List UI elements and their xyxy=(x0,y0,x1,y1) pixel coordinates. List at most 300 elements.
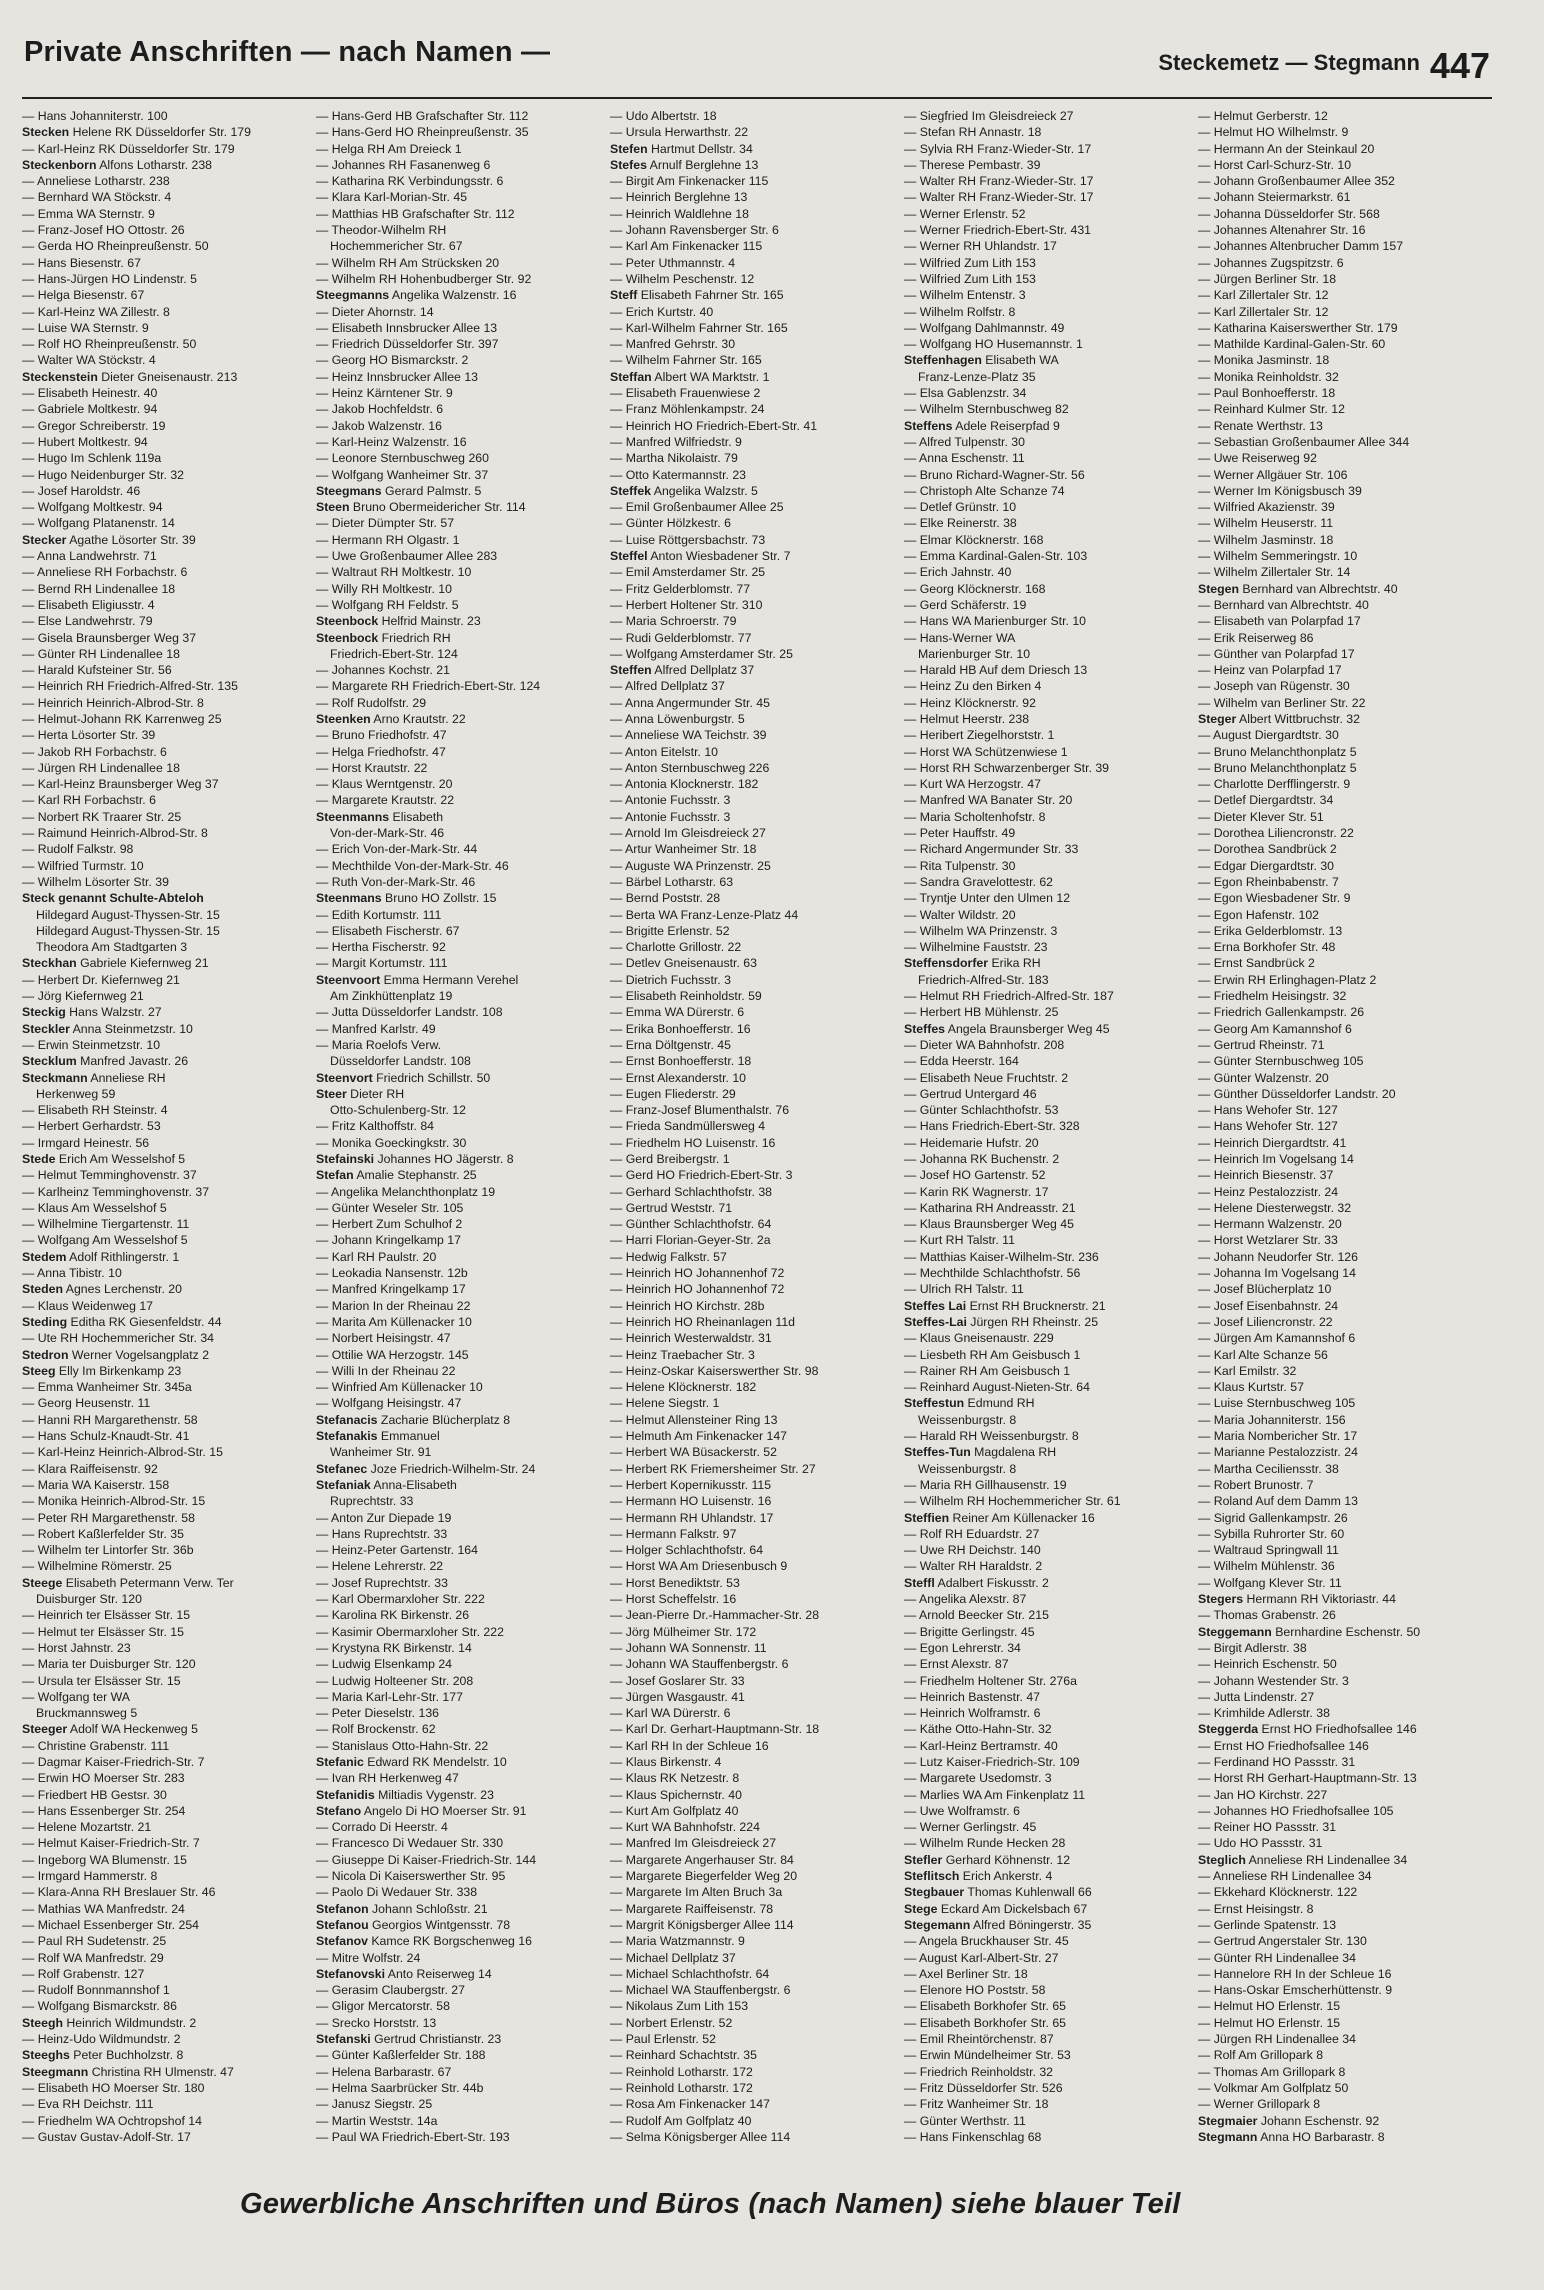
surname: Steckenstein xyxy=(22,369,98,384)
entry-text: — Otto Katermannstr. 23 xyxy=(610,467,747,482)
listing-entry xyxy=(1198,173,1484,189)
entry-text: — Helene Mozartstr. 21 xyxy=(22,1820,152,1835)
listing-entry xyxy=(610,825,896,841)
listing-entry xyxy=(316,1363,602,1379)
listing-entry xyxy=(610,1037,896,1053)
entry-text: — Wolfgang Klever Str. 11 xyxy=(1198,1575,1342,1590)
entry-text: — Ruth Von-der-Mark-Str. 46 xyxy=(316,874,476,889)
entry-text: Reiner Am Küllenacker 16 xyxy=(949,1510,1095,1525)
entry-text: — Elisabeth Innsbrucker Allee 13 xyxy=(316,320,498,335)
listing-entry xyxy=(316,1428,602,1444)
entry-text: — Helmut RH Friedrich-Alfred-Str. 187 xyxy=(904,989,1114,1004)
entry-text: — Marion In der Rheinau 22 xyxy=(316,1298,471,1313)
listing-entry xyxy=(1198,1575,1484,1591)
entry-text: — Rolf HO Rheinpreußenstr. 50 xyxy=(22,337,197,352)
entry-text: — Paul Erlenstr. 52 xyxy=(610,2032,716,2047)
listing-entry xyxy=(904,695,1190,711)
entry-text: — Jan HO Kirchstr. 227 xyxy=(1198,1787,1328,1802)
listing-entry xyxy=(904,1558,1190,1574)
listing-entry xyxy=(904,1363,1190,1379)
entry-text: Johannes HO Jägerstr. 8 xyxy=(374,1152,514,1166)
entry-text: — Erika Bonhoefferstr. 16 xyxy=(610,1021,751,1036)
listing-entry xyxy=(904,564,1190,580)
listing-entry xyxy=(316,2096,602,2112)
listing-entry xyxy=(610,1721,896,1737)
entry-text: — Friedhelm HO Luisenstr. 16 xyxy=(610,1135,776,1150)
listing-entry xyxy=(316,1917,602,1933)
listing-entry xyxy=(1198,157,1484,173)
surname: Steffek xyxy=(610,483,652,498)
entry-text: — Hermann Walzenstr. 20 xyxy=(1198,1217,1342,1232)
listing-entry xyxy=(610,1281,896,1297)
entry-text: — Matthias Kaiser-Wilhelm-Str. 236 xyxy=(904,1249,1099,1264)
listing-entry xyxy=(610,1998,896,2014)
entry-text: — Helmut Allensteiner Ring 13 xyxy=(610,1412,778,1427)
entry-text: — Jürgen Wasgaustr. 41 xyxy=(610,1689,745,1704)
listing-entry xyxy=(904,255,1190,271)
listing-entry xyxy=(316,532,602,548)
entry-text: Anna-Elisabeth xyxy=(370,1477,457,1492)
entry-text: — Helena Barbarastr. 67 xyxy=(316,2064,452,2079)
listing-entry xyxy=(904,1493,1190,1509)
listing-entry xyxy=(22,515,308,531)
listing-entry xyxy=(1198,401,1484,417)
listing-entry xyxy=(316,1901,602,1917)
listing-entry xyxy=(1198,238,1484,254)
entry-text: Editha RK Giesenfeldstr. 44 xyxy=(67,1314,222,1329)
entry-text: — Ernst Alexstr. 87 xyxy=(904,1657,1009,1672)
entry-text: — Klara-Anna RH Breslauer Str. 46 xyxy=(22,1885,216,1900)
listing-entry xyxy=(316,1852,602,1868)
entry-text: — Kurt WA Herzogstr. 47 xyxy=(904,777,1041,792)
entry-text: — Maria Johanniterstr. 156 xyxy=(1198,1412,1346,1427)
listing-entry xyxy=(610,776,896,792)
listing-entry xyxy=(316,255,602,271)
listing-entry xyxy=(610,1982,896,1998)
entry-text: — Ernst HO Friedhofsallee 146 xyxy=(1198,1738,1369,1753)
listing-entry xyxy=(316,1689,602,1705)
entry-text: — Arnold Im Gleisdreieck 27 xyxy=(610,826,766,841)
entry-text: — Wilhelm Fahrner Str. 165 xyxy=(610,353,762,368)
listing-entry xyxy=(1198,841,1484,857)
listing-entry xyxy=(904,548,1190,564)
listing-entry xyxy=(904,874,1190,890)
listing-entry xyxy=(1198,858,1484,874)
entry-text: — Karl RH In der Schleue 16 xyxy=(610,1738,769,1753)
surname: Steffens xyxy=(904,418,953,433)
listing-entry xyxy=(1198,2047,1484,2063)
entry-text: — Herbert WA Büsackerstr. 52 xyxy=(610,1445,777,1460)
entry-text: — Anneliese Lotharstr. 238 xyxy=(22,174,170,189)
listing-entry xyxy=(610,271,896,287)
listing-entry xyxy=(22,532,308,548)
listing-entry xyxy=(904,581,1190,597)
entry-text: — Emil Amsterdamer Str. 25 xyxy=(610,565,766,580)
entry-text: — Heinz Kärntener Str. 9 xyxy=(316,386,453,401)
listing-entry xyxy=(610,173,896,189)
listing-entry xyxy=(904,515,1190,531)
entry-text: Thomas Kuhlenwall 66 xyxy=(964,1885,1092,1900)
column-3 xyxy=(610,108,904,2145)
entry-text: — Elisabeth RH Steinstr. 4 xyxy=(22,1103,168,1118)
entry-text: — Liesbeth RH Am Geisbusch 1 xyxy=(904,1347,1081,1362)
listing-entry xyxy=(1198,1966,1484,1982)
listing-entry xyxy=(22,499,308,515)
entry-text: — Dieter WA Bahnhofstr. 208 xyxy=(904,1037,1065,1052)
listing-entry xyxy=(316,450,602,466)
listing-entry xyxy=(610,792,896,808)
listing-entry xyxy=(1198,450,1484,466)
listing-entry xyxy=(22,1184,308,1200)
listing-entry xyxy=(610,1249,896,1265)
entry-text: — Wilhelmine Fauststr. 23 xyxy=(904,940,1048,955)
listing-entry xyxy=(22,255,308,271)
listing-entry xyxy=(1198,1314,1484,1330)
listing-entry xyxy=(904,1998,1190,2014)
surname: Steegmans xyxy=(316,483,382,498)
entry-text: — Nikolaus Zum Lith 153 xyxy=(610,1999,749,2014)
entry-text: — Heinrich HO Johannenhof 72 xyxy=(610,1266,785,1281)
entry-text: — Werner Gerlingstr. 45 xyxy=(904,1820,1037,1835)
listing-entry xyxy=(904,1770,1190,1786)
listing-entry xyxy=(1198,1216,1484,1232)
entry-text: — Hermann Falkstr. 97 xyxy=(610,1526,737,1541)
listing-entry xyxy=(904,1151,1190,1167)
entry-text: — Volkmar Am Golfplatz 50 xyxy=(1198,2080,1349,2095)
entry-text: — Christine Grabenstr. 111 xyxy=(22,1738,170,1753)
entry-text: — Jürgen RH Lindenallee 18 xyxy=(22,760,180,775)
entry-text: — Giuseppe Di Kaiser-Friedrich-Str. 144 xyxy=(316,1852,537,1867)
entry-text: — Paolo Di Wedauer Str. 338 xyxy=(316,1885,478,1900)
listing-entry xyxy=(1198,678,1484,694)
entry-text: — Mechthilde Schlachthofstr. 56 xyxy=(904,1266,1081,1281)
entry-text: — Leonore Sternbuschweg 260 xyxy=(316,451,489,466)
entry-text: Edmund RH xyxy=(964,1396,1035,1411)
entry-text: — Wilhelm Semmeringstr. 10 xyxy=(1198,549,1358,564)
listing-entry xyxy=(904,760,1190,776)
entry-text: — Karl-Heinz Bertramstr. 40 xyxy=(904,1738,1058,1753)
entry-text: — Johannes Kochstr. 21 xyxy=(316,663,450,678)
listing-entry xyxy=(904,1950,1190,1966)
entry-text: — Monika Jasminstr. 18 xyxy=(1198,353,1330,368)
listing-entry xyxy=(610,499,896,515)
listing-entry xyxy=(610,1461,896,1477)
listing-entry xyxy=(316,613,602,629)
entry-text: Bruckmannsweg 5 xyxy=(36,1706,138,1721)
listing-entry xyxy=(22,1575,308,1591)
listing-entry xyxy=(22,1379,308,1395)
entry-text: — Gabriele Moltkestr. 94 xyxy=(22,402,158,417)
listing-entry xyxy=(610,597,896,613)
listing-entry xyxy=(904,858,1190,874)
entry-text: — Helga RH Am Dreieck 1 xyxy=(316,141,462,156)
entry-text: — Helma Saarbrücker Str. 44b xyxy=(316,2080,484,2095)
listing-entry xyxy=(1198,1118,1484,1134)
entry-text: — Ferdinand HO Passstr. 31 xyxy=(1198,1754,1356,1769)
listing-entry xyxy=(904,907,1190,923)
listing-entry xyxy=(610,1884,896,1900)
entry-text: — Elisabeth Eligiusstr. 4 xyxy=(22,597,155,612)
entry-text: — Horst RH Schwarzenberger Str. 39 xyxy=(904,760,1110,775)
listing-entry xyxy=(1198,1037,1484,1053)
entry-text: — Katharina Kaiserswerther Str. 179 xyxy=(1198,320,1398,335)
entry-text: Alfons Lotharstr. 238 xyxy=(96,157,213,172)
entry-text: — Angelika Melanchthonplatz 19 xyxy=(316,1184,496,1199)
listing-entry xyxy=(610,809,896,825)
listing-entry xyxy=(904,1933,1190,1949)
surname: Steffel xyxy=(610,549,648,564)
surname: Stefanov xyxy=(316,1934,368,1949)
listing-entry xyxy=(22,760,308,776)
entry-text: Angelika Walzenstr. 16 xyxy=(389,288,517,303)
surname: Stedem xyxy=(22,1249,67,1264)
listing-entry xyxy=(22,1998,308,2014)
entry-text: — Elisabeth Borkhofer Str. 65 xyxy=(904,2015,1066,2030)
entry-text: Otto-Schulenberg-Str. 12 xyxy=(330,1103,467,1118)
entry-text: — Karl-Heinz Heinrich-Albrod-Str. 15 xyxy=(22,1445,223,1460)
surname: Stefanski xyxy=(316,2032,371,2047)
listing-entry xyxy=(904,1070,1190,1086)
listing-entry xyxy=(22,336,308,352)
listing-entry xyxy=(316,304,602,320)
listing-entry xyxy=(1198,385,1484,401)
listing-entry xyxy=(1198,1493,1484,1509)
entry-text: Albert Wittbruchstr. 32 xyxy=(1236,711,1360,726)
listing-entry xyxy=(904,499,1190,515)
entry-text: — Hugo Im Schlenk 119a xyxy=(22,451,162,466)
entry-text: — Mitre Wolfstr. 24 xyxy=(316,1950,421,1965)
entry-text: — Ursula ter Elsässer Str. 15 xyxy=(22,1673,181,1688)
entry-text: — Hannelore RH In der Schleue 16 xyxy=(1198,1966,1392,1981)
listing-entry xyxy=(316,369,602,385)
entry-text: — Wilhelm Heuserstr. 11 xyxy=(1198,516,1334,531)
entry-text: — Sandra Gravelottestr. 62 xyxy=(904,874,1054,889)
entry-text: — Erich Kurtstr. 40 xyxy=(610,304,714,319)
listing-entry xyxy=(316,792,602,808)
listing-entry xyxy=(904,1412,1190,1428)
listing-entry xyxy=(22,189,308,205)
listing-entry xyxy=(610,1102,896,1118)
listing-entry xyxy=(316,434,602,450)
entry-text: — Walter RH Franz-Wieder-Str. 17 xyxy=(904,174,1094,189)
entry-text: Bernhard van Albrechtstr. 40 xyxy=(1239,581,1398,596)
entry-text: — Karl Emilstr. 32 xyxy=(1198,1363,1297,1378)
listing-entry xyxy=(904,1053,1190,1069)
entry-text: — Reinhold Lotharstr. 172 xyxy=(610,2080,753,2095)
listing-entry xyxy=(1198,939,1484,955)
surname: Steffes-Tun xyxy=(904,1445,971,1460)
entry-text: — Friedrich Düsseldorfer Str. 397 xyxy=(316,337,499,352)
entry-text: — Dorothea Liliencronstr. 22 xyxy=(1198,826,1354,841)
listing-entry xyxy=(610,1803,896,1819)
entry-text: — Charlotte Derfflingerstr. 9 xyxy=(1198,777,1351,792)
listing-entry xyxy=(1198,1298,1484,1314)
listing-entry xyxy=(610,1901,896,1917)
entry-text: — Peter RH Margarethenstr. 58 xyxy=(22,1510,195,1525)
entry-text: — Anna Angermunder Str. 45 xyxy=(610,695,770,710)
entry-text: — Elisabeth Heinestr. 40 xyxy=(22,386,158,401)
entry-text: — Brigitte Erlenstr. 52 xyxy=(610,923,730,938)
surname: Stefano xyxy=(316,1803,362,1818)
listing-entry xyxy=(904,1591,1190,1607)
entry-text: — Hermann HO Luisenstr. 16 xyxy=(610,1494,772,1509)
listing-entry xyxy=(1198,809,1484,825)
entry-text: Dieter Gneisenaustr. 213 xyxy=(97,369,238,384)
listing-entry xyxy=(22,1884,308,1900)
listing-entry xyxy=(22,1363,308,1379)
surname: Steckhan xyxy=(22,956,77,971)
listing-entry xyxy=(610,581,896,597)
listing-entry xyxy=(904,1461,1190,1477)
listing-entry xyxy=(610,1493,896,1509)
entry-text: — Horst Jahnstr. 23 xyxy=(22,1640,131,1655)
listing-entry xyxy=(1198,1640,1484,1656)
entry-text: — Wolfgang Am Wesselshof 5 xyxy=(22,1233,188,1248)
entry-text: — Wilhelm Sternbuschweg 82 xyxy=(904,402,1069,417)
entry-text: — Gertrud Angerstaler Str. 130 xyxy=(1198,1934,1367,1949)
surname: Stefen xyxy=(610,141,648,156)
listing-entry xyxy=(316,2080,602,2096)
listing-entry xyxy=(904,271,1190,287)
listing-entry xyxy=(22,1721,308,1737)
listing-entry xyxy=(610,124,896,140)
listing-entry xyxy=(22,483,308,499)
entry-text: Wanheimer Str. 91 xyxy=(330,1445,432,1460)
entry-text: Angelo Di HO Moerser Str. 91 xyxy=(361,1803,527,1818)
listing-entry xyxy=(22,1591,308,1607)
listing-entry xyxy=(904,532,1190,548)
entry-text: — Michael Essenberger Str. 254 xyxy=(22,1917,200,1932)
surname: Steflitsch xyxy=(904,1869,960,1884)
listing-entry xyxy=(904,1004,1190,1020)
listing-entry xyxy=(1198,1330,1484,1346)
listing-entry xyxy=(1198,564,1484,580)
entry-text: — Wilhelm RH Am Strücksken 20 xyxy=(316,255,500,270)
entry-text: — Klara Raiffeisenstr. 92 xyxy=(22,1461,158,1476)
entry-text: — Anna Tibistr. 10 xyxy=(22,1266,122,1281)
surname: Steenken xyxy=(316,711,371,726)
entry-text: — Jakob Hochfeldstr. 6 xyxy=(316,402,444,417)
listing-entry xyxy=(904,841,1190,857)
entry-text: — Johann Westender Str. 3 xyxy=(1198,1673,1349,1688)
entry-text: — Wilfried Zum Lith 153 xyxy=(904,255,1036,270)
listing-entry xyxy=(22,1151,308,1167)
listing-entry xyxy=(22,727,308,743)
entry-text: — Günther van Polarpfad 17 xyxy=(1198,646,1355,661)
entry-text: — Dietrich Fuchsstr. 3 xyxy=(610,972,731,987)
listing-entry xyxy=(316,1151,602,1167)
listing-entry xyxy=(316,907,602,923)
entry-text: — Günter Sternbuschweg 105 xyxy=(1198,1054,1364,1069)
entry-text: — Roland Auf dem Damm 13 xyxy=(1198,1494,1358,1509)
entry-text: — Angelika Alexstr. 87 xyxy=(904,1592,1027,1607)
entry-text: Franz-Lenze-Platz 35 xyxy=(918,369,1036,384)
listing-entry xyxy=(904,1575,1190,1591)
entry-text: — Mathilde Kardinal-Galen-Str. 60 xyxy=(1198,337,1386,352)
listing-entry xyxy=(1198,1102,1484,1118)
entry-text: — Karl Zillertaler Str. 12 xyxy=(1198,304,1329,319)
listing-entry xyxy=(610,1395,896,1411)
listing-entry xyxy=(1198,369,1484,385)
entry-text: — Siegfried Im Gleisdreieck 27 xyxy=(904,109,1074,123)
listing-entry xyxy=(610,304,896,320)
entry-text: — Franz Möhlenkampstr. 24 xyxy=(610,402,765,417)
listing-entry xyxy=(610,1591,896,1607)
entry-text: — Herbert Kopernikusstr. 115 xyxy=(610,1477,772,1492)
entry-text: — Ernst Alexanderstr. 10 xyxy=(610,1070,747,1085)
entry-text: — Klaus Spichernstr. 40 xyxy=(610,1787,742,1802)
entry-text: — Jutta Düsseldorfer Landstr. 108 xyxy=(316,1005,503,1020)
listing-entry xyxy=(610,336,896,352)
entry-text: — Erik Reiserweg 86 xyxy=(1198,630,1314,645)
entry-text: — Maria Karl-Lehr-Str. 177 xyxy=(316,1689,463,1704)
listing-entry xyxy=(904,1298,1190,1314)
listing-entry xyxy=(610,858,896,874)
listing-entry xyxy=(22,320,308,336)
listing-entry xyxy=(610,1624,896,1640)
entry-text: — Elisabeth Fischerstr. 67 xyxy=(316,923,460,938)
listing-entry xyxy=(610,450,896,466)
entry-text: — Elisabeth Frauenwiese 2 xyxy=(610,386,761,401)
listing-entry xyxy=(22,2080,308,2096)
listing-entry xyxy=(1198,352,1484,368)
listing-entry xyxy=(610,1021,896,1037)
listing-entry xyxy=(610,2129,896,2145)
listing-entry xyxy=(610,467,896,483)
listing-entry xyxy=(610,515,896,531)
entry-text: — Erich Von-der-Mark-Str. 44 xyxy=(316,842,478,857)
entry-text: — Ludwig Elsenkamp 24 xyxy=(316,1657,453,1672)
entry-text: — Rainer RH Am Geisbusch 1 xyxy=(904,1363,1071,1378)
listing-entry xyxy=(610,1135,896,1151)
entry-text: — Werner RH Uhlandstr. 17 xyxy=(904,239,1057,254)
listing-entry xyxy=(22,1216,308,1232)
entry-text: — Klaus Birkenstr. 4 xyxy=(610,1754,722,1769)
listing-entry xyxy=(610,1787,896,1803)
entry-text: — Wilhelm Rolfstr. 8 xyxy=(904,304,1016,319)
listing-entry xyxy=(22,1200,308,1216)
listing-entry xyxy=(22,1656,308,1672)
entry-text: Agnes Lerchenstr. 20 xyxy=(63,1282,182,1297)
entry-text: — Rosa Am Finkenacker 147 xyxy=(610,2097,770,2112)
listing-entry xyxy=(316,483,602,499)
entry-text: — Günter Werthstr. 11 xyxy=(904,2113,1026,2128)
entry-text: — Heinz Klöcknerstr. 92 xyxy=(904,695,1036,710)
listing-entry xyxy=(22,1917,308,1933)
entry-text: — Elisabeth HO Moerser Str. 180 xyxy=(22,2080,205,2095)
listing-entry xyxy=(904,2064,1190,2080)
listing-entry xyxy=(22,1428,308,1444)
entry-text: — Karin RK Wagnerstr. 17 xyxy=(904,1184,1049,1199)
entry-text: — Bruno Melanchthonplatz 5 xyxy=(1198,744,1357,759)
listing-entry xyxy=(316,1526,602,1542)
entry-text: — Heinrich Im Vogelsang 14 xyxy=(1198,1152,1354,1166)
listing-entry xyxy=(22,287,308,303)
entry-text: — Karl Am Finkenacker 115 xyxy=(610,239,763,254)
listing-entry xyxy=(22,923,308,939)
listing-entry xyxy=(904,1689,1190,1705)
entry-text: — Wolfgang Moltkestr. 94 xyxy=(22,500,163,515)
listing-entry xyxy=(316,157,602,173)
listing-entry xyxy=(316,711,602,727)
listing-entry xyxy=(610,988,896,1004)
entry-text: — Hertha Fischerstr. 92 xyxy=(316,940,446,955)
listing-entry xyxy=(22,1395,308,1411)
entry-text: — Raimund Heinrich-Albrod-Str. 8 xyxy=(22,826,208,841)
listing-entry xyxy=(610,434,896,450)
listing-entry xyxy=(610,2080,896,2096)
entry-text: Hochemmericher Str. 67 xyxy=(330,239,463,254)
